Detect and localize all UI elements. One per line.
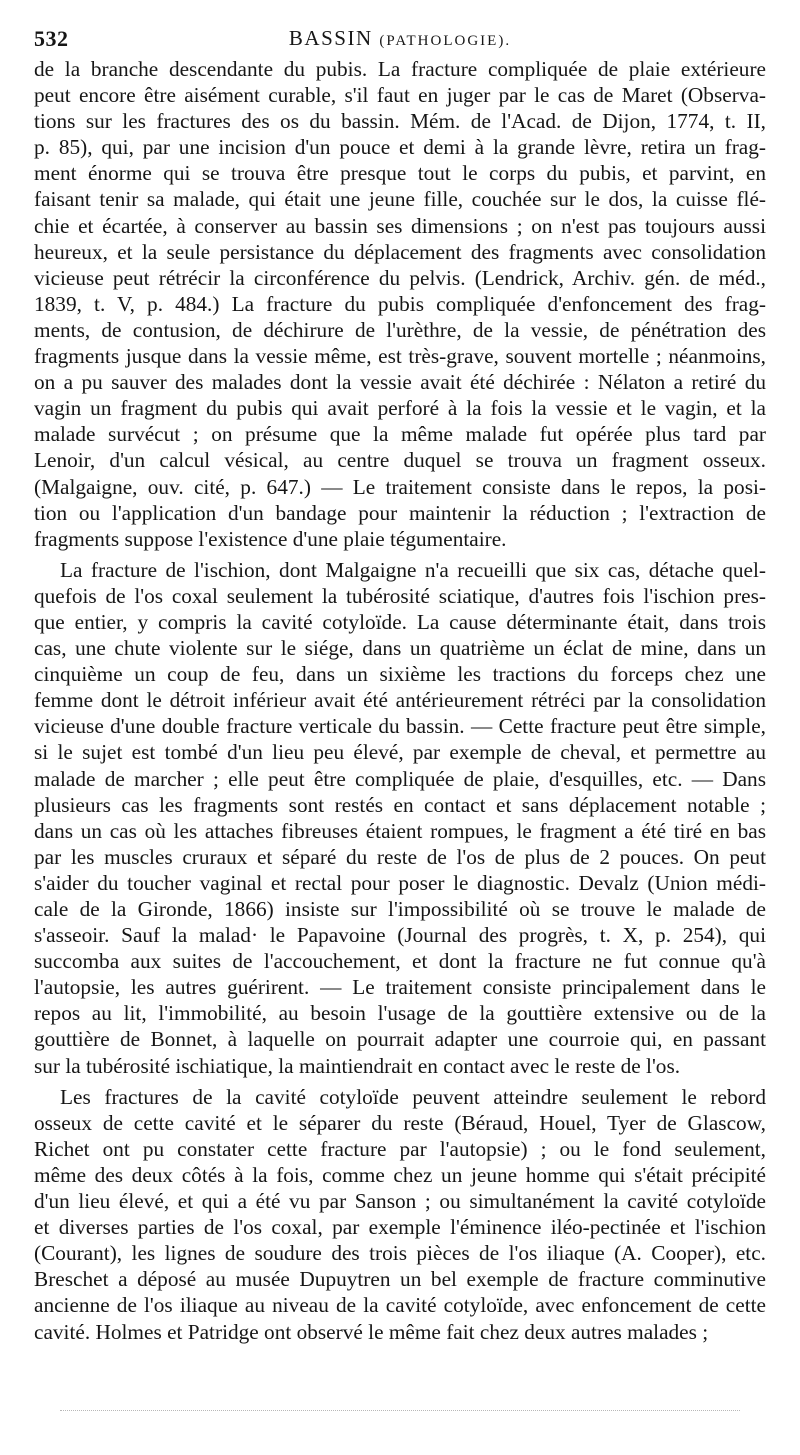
text-line: osseux de cette cavité et le séparer du reste (Béraud, Houel, Tyer de Glascow, (34, 1110, 766, 1135)
text-line: ment énorme qui se trouva être presque tout le corps du pubis, et parvint, en (34, 161, 766, 186)
text-line: 1839, t. V, p. 484.) La fracture du pubis compliquée d'enfoncement des frag- (34, 291, 766, 316)
text-line: vagin un fragment du pubis qui avait perforé à la fois la vessie et le vagin, et la (34, 396, 766, 421)
text-line: ments, de contusion, de déchirure de l'urèthre, de la vessie, de pénétration des (34, 317, 766, 342)
text-line: sur la tubérosité ischiatique, la maintiendrait en contact avec le reste de l'os. (34, 1053, 681, 1078)
text-line: Lenoir, d'un calcul vésical, au centre duquel se trouva un fragment osseux. (34, 448, 766, 473)
text-line: malade survécut ; on présume que la même malade fut opérée plus tard par (34, 422, 766, 447)
paragraph (34, 1084, 766, 1345)
text-line: fragments jusque dans la vessie même, est très-grave, souvent mortelle ; néanmoins, (34, 344, 766, 369)
text-line: l'autopsie, les autres guérirent. — Le traitement consiste principalement dans le (34, 975, 766, 1000)
text-line: plusieurs cas les fragments sont restés en contact et sans déplacement notable ; (34, 792, 766, 817)
text-line: (Courant), les lignes de soudure des trois pièces de l'os iliaque (A. Cooper), etc. (34, 1241, 766, 1266)
text-line: heureux, et la seule persistance du déplacement des fragments avec consolidation (34, 239, 766, 264)
text-line: succomba aux suites de l'accouchement, et dont la fracture ne fut connue qu'à (34, 949, 766, 974)
paragraph (34, 557, 766, 1079)
text-line: si le sujet est tombé d'un lieu peu élevé, par exemple de cheval, et permettre au (34, 740, 766, 765)
text-line: de la branche descendante du pubis. La fracture compliquée de plaie extérieure (34, 57, 766, 81)
text-line: (Malgaigne, ouv. cité, p. 647.) — Le traitement consiste dans le repos, la posi- (34, 474, 766, 499)
text-line: faisant tenir sa malade, qui était une jeune fille, couchée sur le dos, la cuisse flé- (34, 187, 766, 212)
text-line: cale de la Gironde, 1866) insiste sur l'impossibilité où se trouve le malade de (34, 897, 766, 921)
running-head (34, 26, 766, 51)
text-line: tions sur les fractures des os du bassin. Mém. de l'Acad. de Dijon, 1774, t. II, (34, 109, 766, 134)
text-line: par les muscles cruraux et séparé du reste de l'os de plus de 2 pouces. On peut (34, 844, 766, 869)
text-line: s'aider du toucher vaginal et rectal pour poser le diagnostic. Devalz (Union médi- (34, 870, 766, 895)
text-line: p. 85), qui, par une incision d'un pouce et demi à la grande lèvre, retira un frag- (34, 135, 766, 160)
text-line: repos au lit, l'immobilité, au besoin l'usage de la gouttière extensive ou de la (34, 1001, 766, 1026)
running-head-subtitle: (PATHOLOGIE). (379, 33, 512, 49)
text-line: cas, une chute violente sur le siége, dans un quatrième un éclat de mine, dans un (34, 636, 766, 661)
text-line: s'asseoir. Sauf la malad· le Papavoine (Journal des progrès, t. X, p. 254), qui (34, 923, 766, 948)
text-line: cavité. Holmes et Patridge ont observé le même fait chez deux autres malades ; (34, 1319, 709, 1344)
paragraph (34, 56, 766, 552)
text-line: dans un cas où les attaches fibreuses étaient rompues, le fragment a été tiré en bas (34, 818, 766, 843)
running-head-title: BASSIN (288, 26, 373, 50)
text-line: Breschet a déposé au musée Dupuytren un bel exemple de fracture comminutive (34, 1267, 766, 1292)
footer-rule (60, 1410, 740, 1412)
text-line: malade de marcher ; elle peut être compliquée de plaie, d'esquilles, etc. — Dans (34, 766, 766, 791)
text-line: quefois de l'os coxal seulement la tubérosité sciatique, d'autres fois l'ischion pres- (34, 583, 766, 608)
text-line: vicieuse d'une double fracture verticale du bassin. — Cette fracture peut être simple, (34, 714, 766, 739)
body-text (34, 56, 766, 1345)
text-line: que entier, y compris la cavité cotyloïde. La cause déterminante était, dans trois (34, 609, 766, 634)
text-line: d'un lieu élevé, et qui a été vu par Sanson ; ou simultanément la cavité cotyloïde (34, 1189, 766, 1214)
text-line: cinquième un coup de feu, dans un sixième les tractions du forceps chez une (34, 662, 766, 687)
text-line: tion ou l'application d'un bandage pour maintenir la réduction ; l'extraction de (34, 500, 766, 525)
text-line: même des deux côtés à la fois, comme chez un jeune homme qui s'était précipité (34, 1162, 766, 1187)
page-number: 532 (34, 26, 69, 51)
text-line: et diverses parties de l'os coxal, par exemple l'éminence iléo-pectinée et l'ischion (34, 1215, 766, 1240)
text-line: fragments suppose l'existence d'une plaie tégumentaire. (34, 526, 507, 551)
text-line: Richet ont pu constater cette fracture par l'autopsie) ; ou le fond seulement, (34, 1136, 766, 1161)
text-line: chie et écartée, à conserver au bassin ses dimensions ; on n'est pas toujours aussi (34, 213, 766, 238)
text-line: La fracture de l'ischion, dont Malgaigne n'a recueilli que six cas, détache quel- (60, 557, 766, 582)
text-line: Les fractures de la cavité cotyloïde peuvent atteindre seulement le rebord (60, 1084, 766, 1109)
page-header (34, 24, 766, 54)
text-line: gouttière de Bonnet, à laquelle on pourrait adapter une courroie qui, en passant (34, 1027, 766, 1052)
text-line: ancienne de l'os iliaque au niveau de la cavité cotyloïde, avec enfoncement de cette (34, 1293, 766, 1318)
text-line: peut encore être aisément curable, s'il faut en juger par le cas de Maret (Observa- (34, 83, 766, 108)
text-line: femme dont le détroit inférieur avait été antérieurement rétréci par la consolidation (34, 688, 766, 713)
text-line: on a pu sauver des malades dont la vessie avait été déchirée : Nélaton a retiré du (34, 370, 766, 395)
text-line: vicieuse peut rétrécir la circonférence du pelvis. (Lendrick, Archiv. gén. de méd., (34, 265, 766, 290)
